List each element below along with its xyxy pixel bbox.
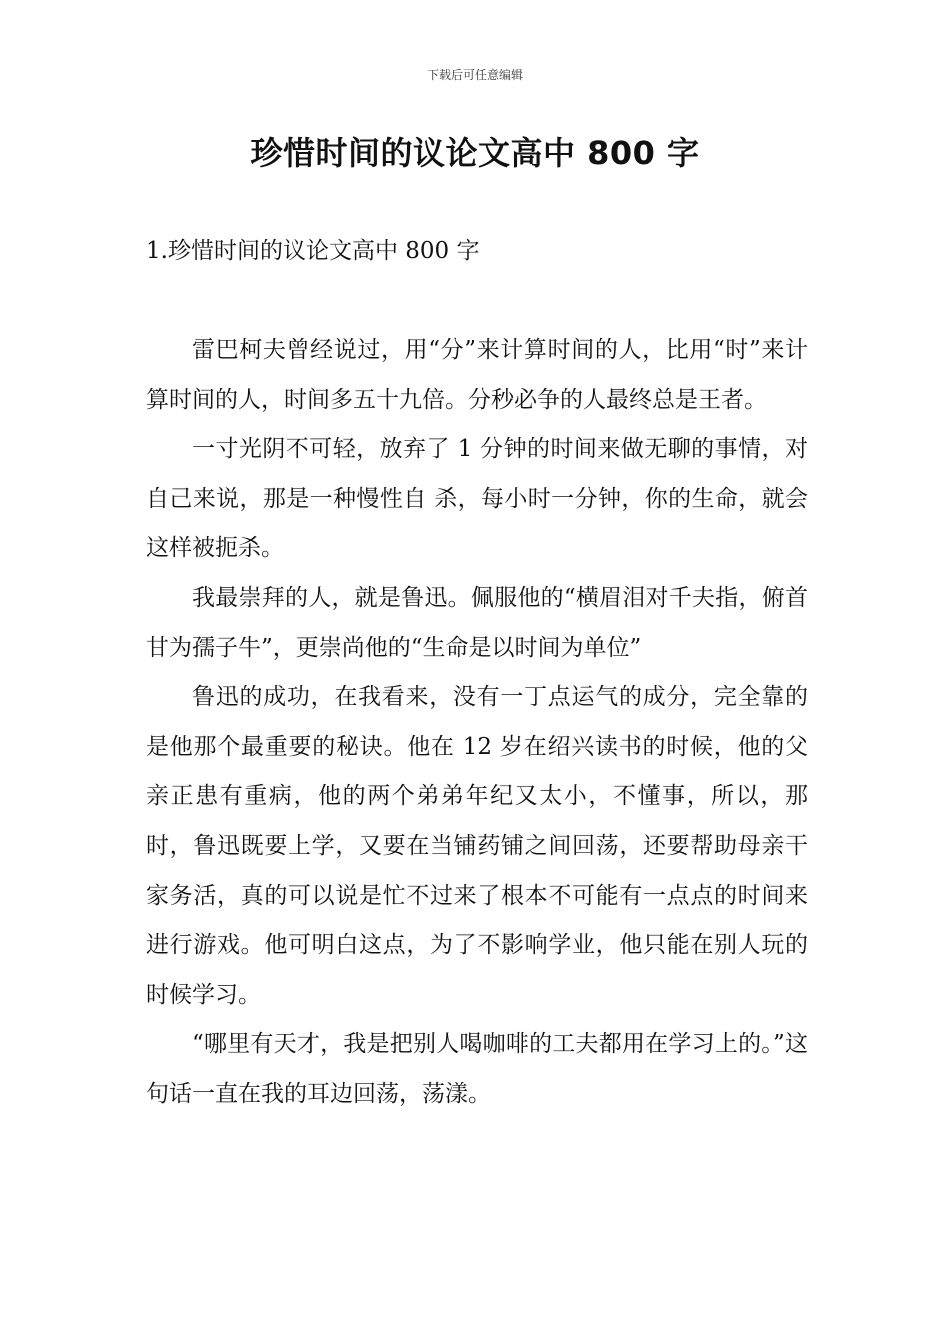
paragraph: 雷巴柯夫曾经说过，用“分”来计算时间的人，比用“时”来计算时间的人，时间多五十九倍。分秒必争的人最终总是王者。 [146, 337, 808, 413]
header-note: 下载后可任意编辑 [426, 68, 523, 82]
paragraph: 一寸光阴不可轻，放弃了 1 分钟的时间来做无聊的事情，对自己来说，那是一种慢性自 杀，每小时一分钟，你的生命，就会这样被扼杀。 [146, 436, 808, 562]
paragraph: “哪里有天才，我是把别人喝咖啡的工夫都用在学习上的。”这句话一直在我的耳边回荡，荡漾。 [146, 1031, 808, 1107]
section-heading: 1.珍惜时间的议论文高中 800 字 [146, 238, 480, 264]
document-title: 珍惜时间的议论文高中 800 字 [250, 134, 700, 172]
paragraph: 我最崇拜的人，就是鲁迅。佩服他的“横眉泪对千夫指，俯首甘为孺子牛”，更崇尚他的“生命是以时间为单位” [146, 584, 808, 661]
paragraph: 鲁迅的成功，在我看来，没有一丁点运气的成分，完全靠的是他那个最重要的秘诀。他在 12 岁在绍兴读书的时候，他的父亲正患有重病，他的两个弟弟年纪又太小，不懂事，所以，那时，鲁迅既要上学，又要在当铺药铺之间回荡，还要帮助母亲干家务活，真的可以说是忙不过来了根本不可能有一点点的时间来进行游戏。他可明白这点，为了不影响学业，他只能在别人玩的时候学习。 [146, 684, 808, 1008]
essay-body [146, 326, 808, 1120]
